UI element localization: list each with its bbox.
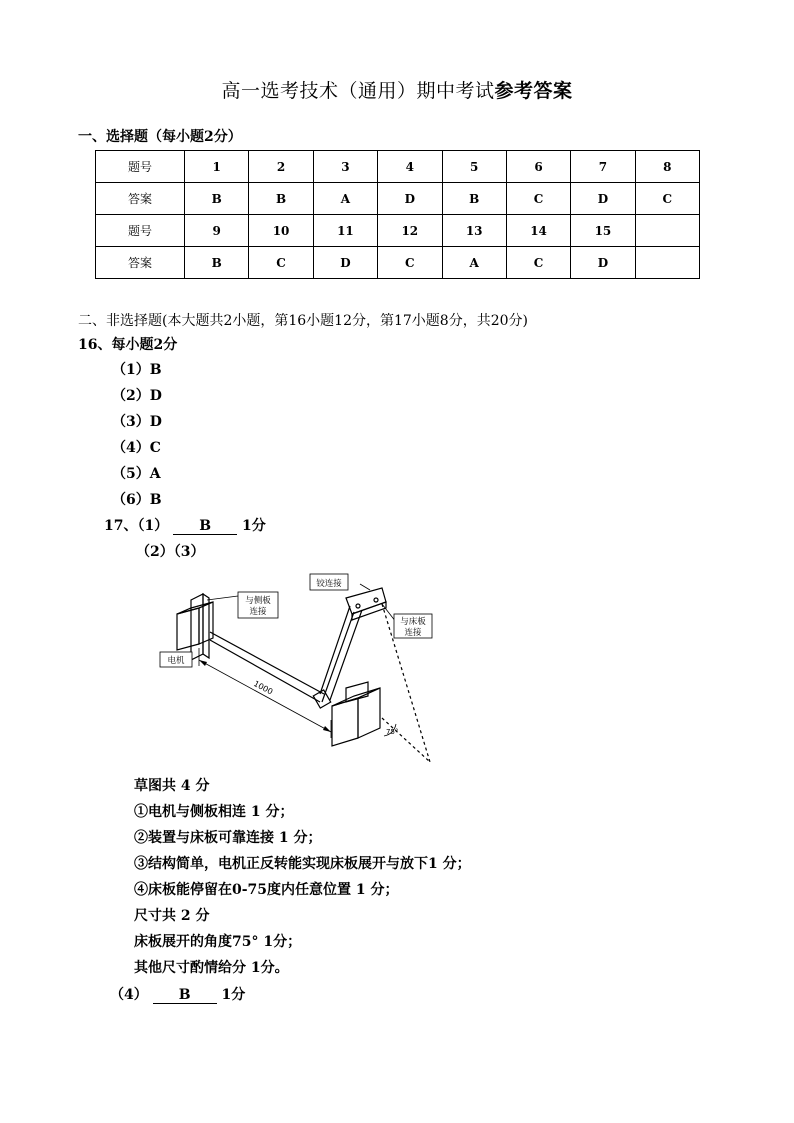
question-number-cell: 15 bbox=[571, 215, 635, 247]
scoring-note: ①电机与侧板相连 1 分； bbox=[134, 804, 294, 820]
q16-item: （2）D bbox=[112, 388, 162, 404]
question-number-cell: 9 bbox=[185, 215, 249, 247]
answer-cell: B bbox=[442, 183, 506, 215]
question-number-cell: 8 bbox=[635, 151, 699, 183]
q17-part4 bbox=[110, 984, 245, 1004]
page-title bbox=[0, 76, 794, 103]
q16-heading: 16、每小题2分 bbox=[78, 337, 178, 353]
scoring-note: ④床板能停留在0-75度内任意位置 1 分； bbox=[134, 882, 399, 898]
answer-cell: B bbox=[249, 183, 313, 215]
label-bed-line1: 与床板 bbox=[400, 617, 426, 627]
q16-item: （6）B bbox=[112, 492, 162, 508]
answer-cell: B bbox=[185, 183, 249, 215]
q17-sub23: （2）（3） bbox=[136, 544, 205, 560]
section2-heading: 二、非选择题(本大题共2小题，第16小题12分，第17小题8分，共20分) bbox=[78, 313, 528, 329]
question-number-cell: 11 bbox=[313, 215, 377, 247]
answer-cell: D bbox=[313, 247, 377, 279]
dimension-angle-label: 75° bbox=[386, 728, 399, 736]
table-row bbox=[96, 215, 700, 247]
q17-part1 bbox=[104, 515, 266, 535]
q17-label: 17、（1） bbox=[104, 518, 169, 534]
answer-cell: A bbox=[313, 183, 377, 215]
row-label-answer: 答案 bbox=[96, 183, 185, 215]
question-number-cell: 2 bbox=[249, 151, 313, 183]
q17-score4: 1分 bbox=[221, 987, 246, 1003]
dimension-length-label: 1000 bbox=[252, 679, 275, 697]
question-number-cell: 14 bbox=[506, 215, 570, 247]
label-side-line2: 连接 bbox=[249, 607, 267, 617]
title-main: 高一选考技术（通用）期中考试 bbox=[221, 80, 495, 102]
q16-item: （5）A bbox=[112, 466, 161, 482]
question-number-cell: 10 bbox=[249, 215, 313, 247]
answer-cell: D bbox=[571, 247, 635, 279]
scoring-note: 草图共 4 分 bbox=[134, 778, 210, 794]
question-number-cell: 5 bbox=[442, 151, 506, 183]
scoring-note: ②装置与床板可靠连接 1 分； bbox=[134, 830, 322, 846]
label-motor: 电机 bbox=[167, 656, 185, 666]
answer-cell bbox=[635, 247, 699, 279]
scoring-note: ③结构简单，电机正反转能实现床板展开与放下1 分； bbox=[134, 856, 471, 872]
answer-cell: D bbox=[378, 183, 442, 215]
table-row bbox=[96, 151, 700, 183]
q17-answer4: B bbox=[153, 987, 217, 1004]
q17-q4-label: （4） bbox=[110, 987, 148, 1003]
answer-cell: C bbox=[506, 183, 570, 215]
question-number-cell: 6 bbox=[506, 151, 570, 183]
scoring-note: 其他尺寸酌情给分 1分。 bbox=[134, 960, 289, 976]
question-number-cell: 7 bbox=[571, 151, 635, 183]
question-number-cell: 3 bbox=[313, 151, 377, 183]
row-label-answer: 答案 bbox=[96, 247, 185, 279]
answer-table bbox=[95, 150, 700, 279]
q16-item: （4）C bbox=[112, 440, 161, 456]
question-number-cell: 12 bbox=[378, 215, 442, 247]
question-number-cell: 1 bbox=[185, 151, 249, 183]
label-side-line1: 与侧板 bbox=[245, 596, 271, 606]
motor-shape bbox=[177, 608, 199, 650]
answer-cell: C bbox=[635, 183, 699, 215]
answer-cell: C bbox=[378, 247, 442, 279]
mechanism-sketch bbox=[150, 566, 450, 770]
answer-cell: B bbox=[185, 247, 249, 279]
row-label-number: 题号 bbox=[96, 151, 185, 183]
answer-cell: D bbox=[571, 183, 635, 215]
row-label-number: 题号 bbox=[96, 215, 185, 247]
section1-heading: 一、选择题（每小题2分） bbox=[78, 129, 242, 145]
label-bed-line2: 连接 bbox=[404, 628, 422, 638]
q16-item: （1）B bbox=[112, 362, 162, 378]
scoring-note: 尺寸共 2 分 bbox=[134, 908, 210, 924]
q17-score1: 1分 bbox=[241, 518, 266, 534]
label-hinge: 铰连接 bbox=[316, 579, 342, 589]
question-number-cell: 4 bbox=[378, 151, 442, 183]
scoring-note: 床板展开的角度75° 1分； bbox=[134, 934, 302, 950]
answer-cell: C bbox=[249, 247, 313, 279]
question-number-cell: 13 bbox=[442, 215, 506, 247]
table-row bbox=[96, 183, 700, 215]
table-row bbox=[96, 247, 700, 279]
answer-cell: A bbox=[442, 247, 506, 279]
title-emphasis: 参考答案 bbox=[494, 80, 573, 102]
answer-cell: C bbox=[506, 247, 570, 279]
side-plate-shape bbox=[191, 594, 203, 660]
question-number-cell bbox=[635, 215, 699, 247]
q16-item: （3）D bbox=[112, 414, 162, 430]
q17-answer1: B bbox=[173, 518, 237, 535]
